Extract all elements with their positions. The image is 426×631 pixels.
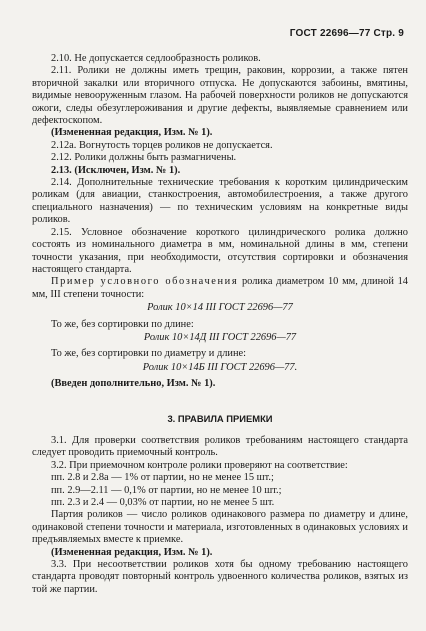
clause-2-14: 2.14. Дополнительные технические требования к коротким цилиндрическим роликам (для авиации, станкостроения, автомобилестроения, а также другого специального назначения) — по техническим условиям на конкретные виды роликов. xyxy=(32,177,408,226)
amendment-note: (Измененная редакция, Изм. № 1). xyxy=(51,127,213,139)
clause-3-1: 3.1. Для проверки соответствия роликов требованиям настоящего стандарта следует проводить приемочный контроль. xyxy=(32,434,408,459)
clause-2-13: 2.13. (Исключен, Изм. № 1). xyxy=(51,164,181,176)
section-title: 3. ПРАВИЛА ПРИЕМКИ xyxy=(167,412,273,424)
example-rest: ролика диаметром 10 мм, длиной 14 мм, III степени точности: xyxy=(32,276,408,300)
clause-2-12: 2.12. Ролики должны быть размагничены. xyxy=(51,152,237,164)
clause-2-11: 2.11. Ролики не должны иметь трещин, раковин, коррозии, а также пятен вторичной закалки или вторичного отпуска. Не допускаются забоины, вмятины, видимые невооруженным глазом. На рабочей поверхности роликов не допускаются ожоги, следы обезуглероживания и другие дефекты, выявляемые сравнением или дефектоскопом. xyxy=(32,65,408,127)
clause-3-3: 3.3. При несоответствии роликов хотя бы одному требованию настоящего стандарта проводят повторный контроль удвоенного количества роликов, взятых из той же партии. xyxy=(32,559,408,595)
clause-3-2: 3.2. При приемочном контроле ролики проверяют на соответствие: xyxy=(51,459,348,471)
example-paragraph xyxy=(32,276,408,301)
clause-2-15: 2.15. Условное обозначение короткого цилиндрического ролика должно состоять из номинального диаметра в мм, номинальной длины в мм, степени точности указания, при необходимости, отсутствия сортировки и обозначения настоящего стандарта. xyxy=(32,226,408,275)
designation-example-1: Ролик 10×14 III ГОСТ 22696—77 xyxy=(147,302,293,314)
list-item: пп. 2.8 и 2.8а — 1% от партии, но не менее 15 шт.; xyxy=(51,472,274,484)
designation-example-2: Ролик 10×14Д III ГОСТ 22696—77 xyxy=(143,331,297,343)
designation-example-3: Ролик 10×14Б III ГОСТ 22696—77. xyxy=(142,361,298,373)
example-lead: Пример условного обозначения xyxy=(51,276,239,288)
same-without-diameter-length-sorting: То же, без сортировки по диаметру и длине: xyxy=(51,348,247,360)
document-body xyxy=(32,53,408,596)
list-item: пп. 2.9—2.11 — 0,1% от партии, но не менее 10 шт.; xyxy=(51,484,282,496)
clause-2-10: 2.10. Не допускается седлообразность роликов. xyxy=(51,53,261,64)
amendment-note-2: (Измененная редакция, Изм. № 1). xyxy=(51,546,213,558)
sampling-list xyxy=(32,472,408,509)
list-item: пп. 2.3 и 2.4 — 0,03% от партии, но не менее 5 шт. xyxy=(51,497,275,508)
clause-2-12a: 2.12а. Вогнутость торцев роликов не допускается. xyxy=(51,139,273,151)
batch-definition: Партия роликов — число роликов одинакового размера по диаметру и длине, одинаковой степени точности и материала, изготовленных в одинаковых условиях и предъявляемых вместе к приемке. xyxy=(32,509,408,546)
page-header: ГОСТ 22696—77 Стр. 9 xyxy=(289,28,404,39)
same-without-length-sorting: То же, без сортировки по длине: xyxy=(51,318,194,330)
added-note: (Введен дополнительно, Изм. № 1). xyxy=(51,378,216,390)
